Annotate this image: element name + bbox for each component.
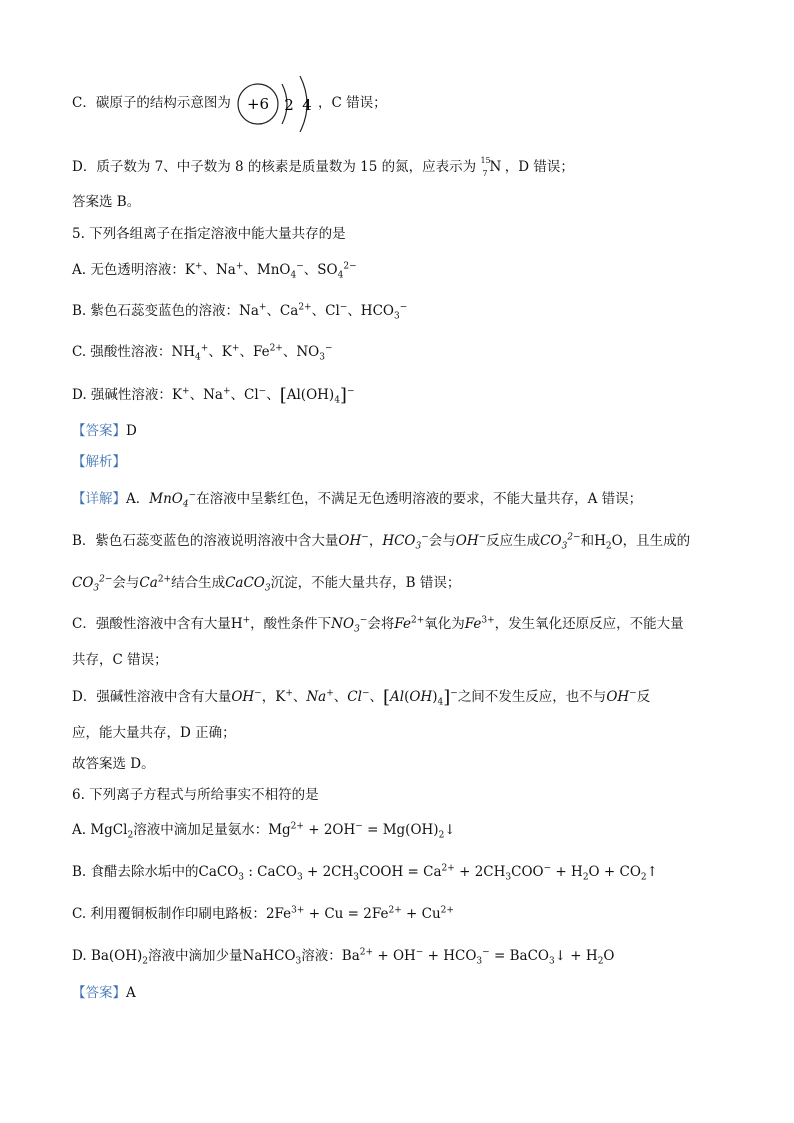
shell1-label: 2 (284, 96, 294, 114)
line-c (72, 93, 231, 113)
answer-b: 答案选 B。 (72, 194, 141, 210)
carbon-atom-diagram (236, 74, 326, 134)
nuclide-symbol: 15 7 N (480, 156, 502, 178)
q6-option-c: C. 利用覆铜板制作印刷电路板：$2Fe^{3+} + Cu = 2Fe^{2+} + Cu^{2+}$ (72, 905, 454, 922)
detail-b1: B．紫色石蕊变蓝色的溶液说明溶液中含大量OH−，$HCO_3^-$会与OH−反应生成$CO_3^{2-}$和$H_2O$，且生成的 (72, 532, 691, 552)
answer-5: 【答案】D (72, 423, 137, 439)
analysis-label: 【解析】 (72, 454, 126, 470)
detail-d2: 应，能大量共存，D 正确； (72, 725, 236, 741)
detail-c1: C．强酸性溶液中含有大量H+，酸性条件下$NO_3^-$会将$Fe^{2+}$氧化为$Fe^{3+}$，发生氧化还原反应，不能大量 (72, 615, 684, 635)
question-5: 5. 下列各组离子在指定溶液中能大量共存的是 (72, 226, 346, 242)
detail-a: 【详解】A．MnO$_4$−在溶液中呈紫红色，不满足无色透明溶液的要求，不能大量共存，A 错误； (72, 490, 643, 510)
q5-option-c: C. 强酸性溶液：$NH_4^+$、K+、$Fe^{2+}$、$NO_3^-$ (72, 343, 333, 363)
question-6: 6. 下列离子方程式与所给事实不相符的是 (72, 787, 319, 803)
q5-option-b: B. 紫色石蕊变蓝色的溶液：Na+、$Ca^{2+}$、Cl−、$HCO_3^-$ (72, 302, 408, 322)
final-answer-5: 故答案选 D。 (72, 756, 155, 772)
q6-option-a: A. MgCl$_2$溶液中滴加足量氨水：$Mg^{2+} + 2OH^-$ = $Mg(OH)_2↓$ (72, 821, 456, 841)
c-text: C．碳原子的结构示意图为 (72, 95, 231, 111)
c-suffix: ，C 错误； (318, 95, 387, 111)
q6-option-b: B. 食醋去除水垢中的CaCO$_3$ : CaCO$_3$ + $2CH_3COOH = Ca^{2+} + 2CH_3COO^- + H_2O$ + $CO_2↑$ (72, 863, 658, 883)
q5-option-d: D. 强碱性溶液：K+、Na+、Cl−、$[Al(OH)_4]^-$ (72, 385, 355, 406)
q5-option-a: A. 无色透明溶液：K+、Na+、MnO$_4$−、$SO_4^{2-}$ (72, 261, 357, 281)
detail-c2: 共存，C 错误； (72, 652, 168, 668)
d-suffix: ，D 错误； (504, 159, 574, 175)
nucleus-label: +6 (246, 95, 270, 113)
d-text: D．质子数为 7、中子数为 8 的核素是质量数为 15 的氮，应表示为 (72, 159, 477, 175)
shell2-label: 4 (302, 96, 312, 114)
detail-b2: $CO_3^{2-}$会与$Ca^{2+}$结合生成CaCO$_3$沉淀，不能大量共存，B 错误； (72, 574, 461, 594)
answer-6: 【答案】A (72, 985, 136, 1001)
line-d (72, 157, 574, 177)
q6-option-d: D. $Ba(OH)_2$溶液中滴加少量NaHCO$_3$溶液：$Ba^{2+} + OH^- + HCO_3^-$ = BaCO$_3$↓ + $H_2O$ (72, 947, 615, 967)
detail-d1: D．强碱性溶液中含有大量OH−，K+、Na+、Cl−、$[Al(OH)_4]^-$之间不发生反应，也不与OH−反 (72, 687, 651, 708)
